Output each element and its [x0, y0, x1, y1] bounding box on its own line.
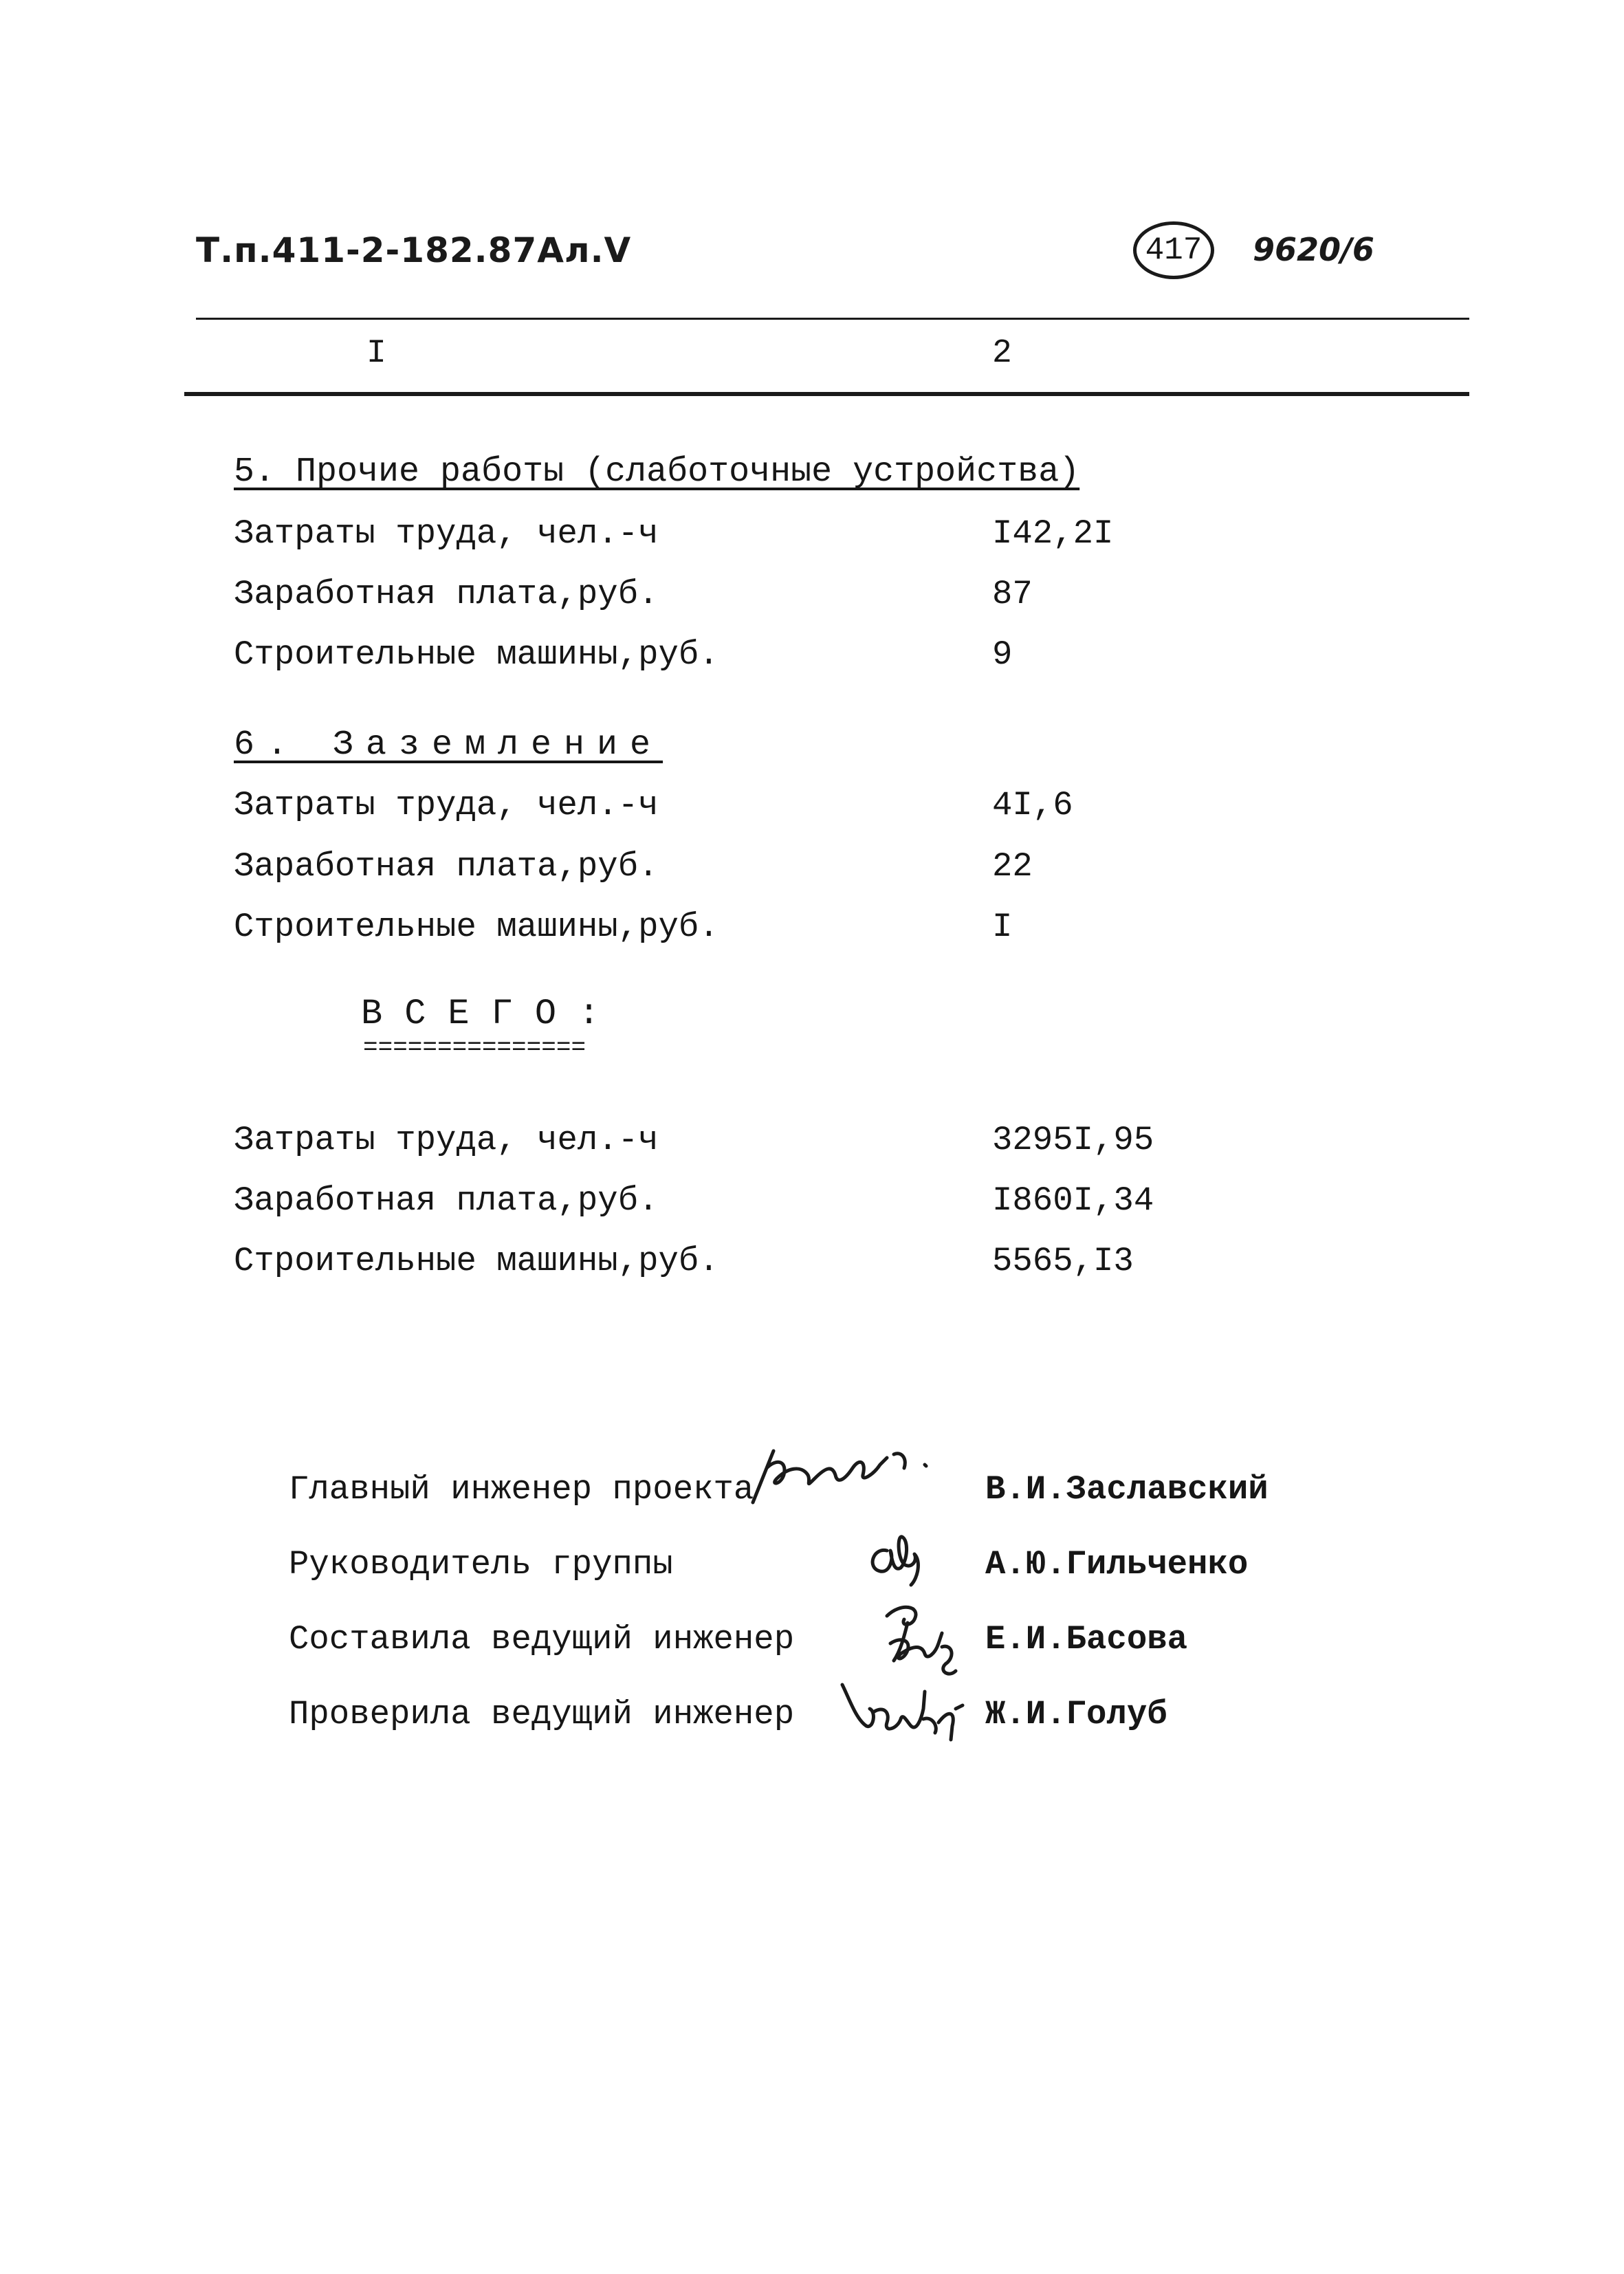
row-label: Затраты труда, чел.-ч — [234, 1121, 659, 1159]
row-value: I860I,34 — [992, 1181, 1154, 1220]
row-label: Строительные машины,руб. — [234, 908, 719, 946]
total-title: ВСЕГО: — [361, 994, 622, 1034]
signatory-role: Проверила ведущий инженер — [289, 1695, 795, 1734]
signatory-role: Главный инженер проекта — [289, 1470, 754, 1509]
table-top-rule — [196, 318, 1469, 320]
signatory-name: Е.И.Басова — [985, 1620, 1188, 1659]
inventory-number: 9620/6 — [1253, 231, 1374, 268]
signature-mark — [835, 1671, 973, 1753]
document-code: Т.п.411-2-182.87Ал.V — [196, 230, 632, 270]
row-value: 22 — [992, 847, 1033, 886]
column-header-1: I — [366, 335, 386, 372]
signatory-name: В.И.Заславский — [985, 1470, 1269, 1509]
section-title: 5. Прочие работы (слаботочные устройства) — [234, 452, 1080, 492]
row-label: Заработная плата,руб. — [234, 847, 659, 886]
table-header-rule — [184, 392, 1469, 396]
signatory-role: Составила ведущий инженер — [289, 1620, 795, 1659]
row-value: 4I,6 — [992, 786, 1073, 824]
row-label: Заработная плата,руб. — [234, 1181, 659, 1220]
column-header-2: 2 — [992, 335, 1012, 372]
row-value: 87 — [992, 575, 1033, 613]
signature-mark — [859, 1527, 942, 1595]
row-label: Строительные машины,руб. — [234, 1242, 719, 1280]
row-label: Затраты труда, чел.-ч — [234, 786, 659, 824]
row-value: I42,2I — [992, 514, 1114, 553]
row-label: Затраты труда, чел.-ч — [234, 514, 659, 553]
signatory-name: Ж.И.Голуб — [985, 1695, 1167, 1734]
row-value: 3295I,95 — [992, 1121, 1154, 1159]
row-label: Заработная плата,руб. — [234, 575, 659, 613]
page-number-stamp: 417 — [1133, 221, 1214, 279]
signatory-name: А.Ю.Гильченко — [985, 1545, 1249, 1584]
row-value: 5565,I3 — [992, 1242, 1134, 1280]
row-label: Строительные машины,руб. — [234, 635, 719, 674]
signature-mark — [746, 1437, 952, 1513]
row-value: I — [992, 908, 1013, 946]
total-double-underline: =============== — [363, 1034, 586, 1062]
row-value: 9 — [992, 635, 1013, 674]
section-title: 6. Заземление — [234, 725, 663, 765]
signatory-role: Руководитель группы — [289, 1545, 673, 1584]
